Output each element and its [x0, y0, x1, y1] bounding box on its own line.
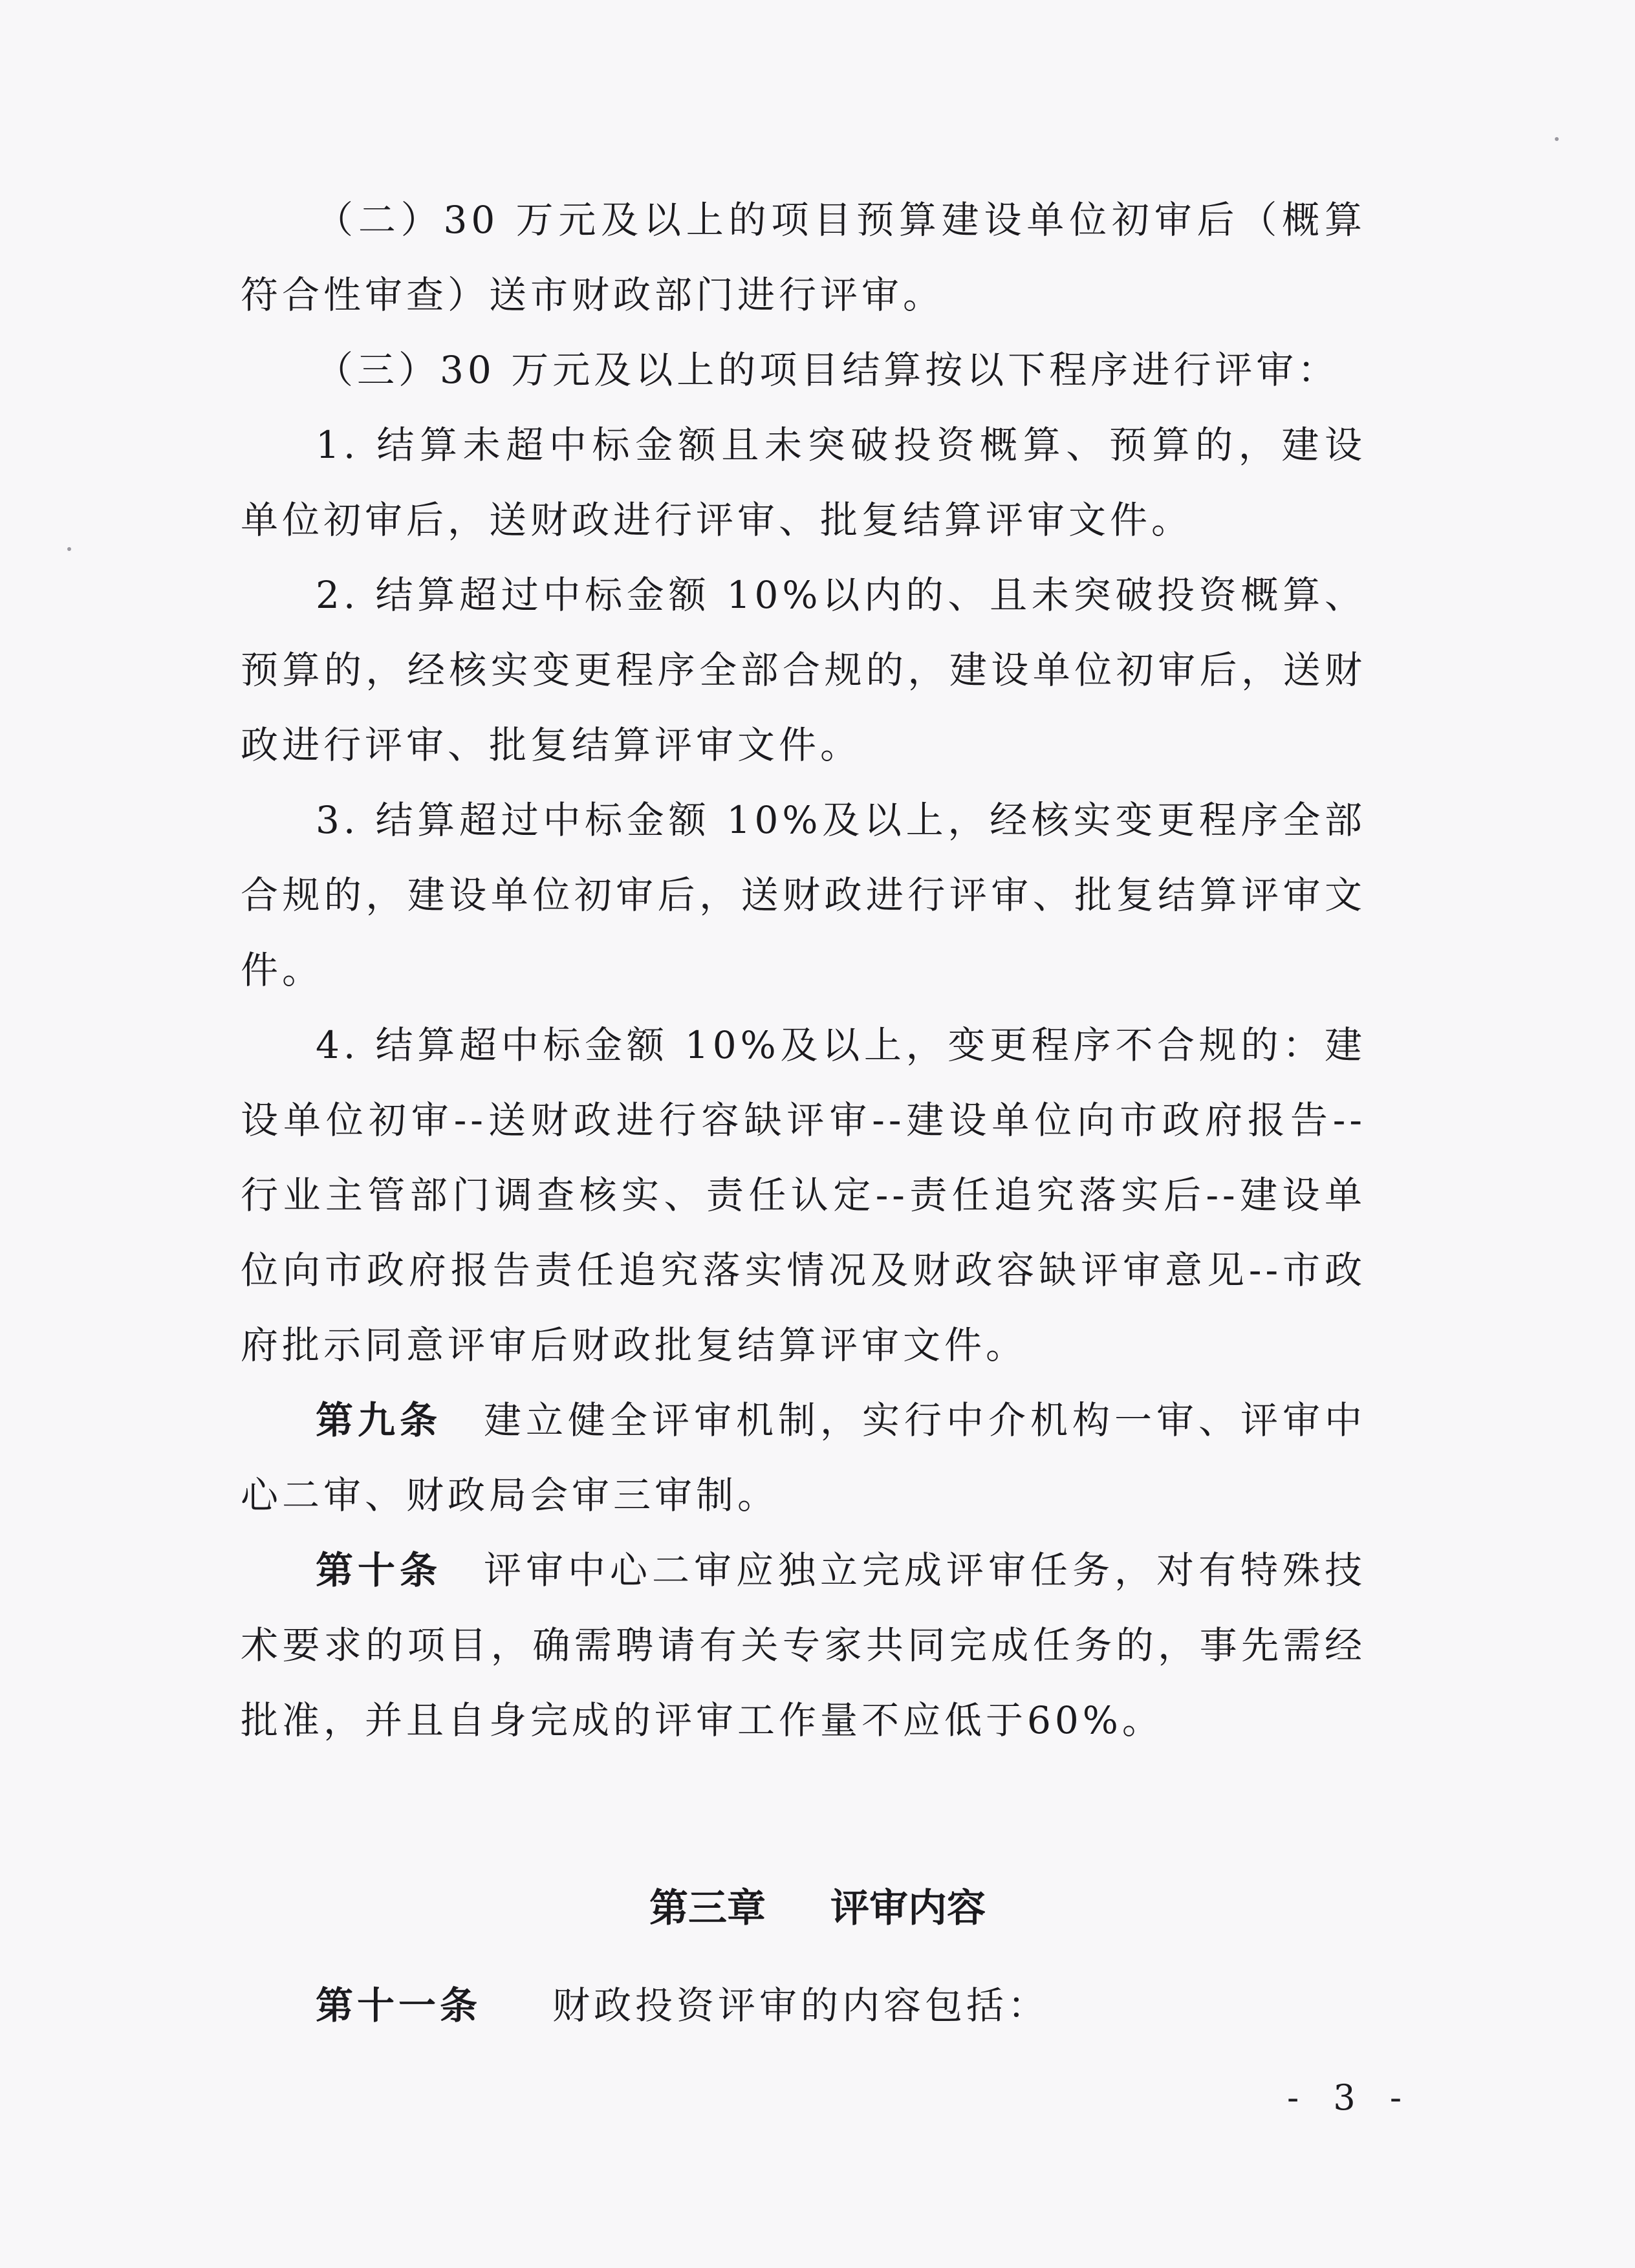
article-10-text: 评审中心二审应独立完成评审任务，对有特殊技术要求的项目，确需聘请有关专家共同完成任务的，事先需经批准，并且自身完成的评审工作量不应低于60%。 — [241, 1548, 1366, 1742]
article-11-heading: 第十一条 — [316, 1983, 482, 2027]
chapter-title: 评审内容 — [830, 1886, 986, 1931]
paragraph-item-3: 3. 结算超过中标金额 10%及以上，经核实变更程序全部合规的，建设单位初审后，送财政进行评审、批复结算评审文件。 — [241, 798, 1366, 992]
scan-speck — [1555, 137, 1559, 141]
scan-speck — [67, 547, 71, 551]
article-11-text: 财政投资评审的内容包括： — [552, 1983, 1050, 2027]
paragraph-item-1: 1. 结算未超中标金额且未突破投资概算、预算的，建设单位初审后，送财政进行评审、批复结算评审文件。 — [241, 423, 1366, 542]
page-number: - 3 - — [1287, 2077, 1414, 2118]
paragraph-item-4: 4. 结算超中标金额 10%及以上，变更程序不合规的：建设单位初审--送财政进行容缺评审--建设单位向市政府报告--行业主管部门调查核实、责任认定--责任追究落实后--建设单位向市政府报告责任追究落实情况及财政容缺评审意见--市政府批示同意评审后财政批复结算评审文件。 — [241, 1023, 1366, 1367]
chapter-heading — [0, 1871, 1635, 1946]
article-9 — [241, 1383, 1366, 1533]
article-9-heading: 第九条 — [316, 1398, 442, 1442]
body-text-block — [241, 182, 1366, 1758]
article-9-text: 建立健全评审机制，实行中介机构一审、评审中心二审、财政局会审三审制。 — [241, 1398, 1366, 1517]
article-10-heading: 第十条 — [316, 1548, 442, 1592]
chapter-number: 第三章 — [649, 1886, 766, 1931]
paragraph-budget-review: （二）30 万元及以上的项目预算建设单位初审后（概算符合性审查）送市财政部门进行评审。 — [241, 198, 1366, 317]
paragraph-item-2: 2. 结算超过中标金额 10%以内的、且未突破投资概算、预算的，经核实变更程序全部合规的，建设单位初审后，送财政进行评审、批复结算评审文件。 — [241, 573, 1366, 767]
article-11 — [316, 1968, 1049, 2043]
paragraph-settlement-procedure: （三）30 万元及以上的项目结算按以下程序进行评审： — [316, 348, 1339, 392]
article-10 — [241, 1533, 1366, 1758]
